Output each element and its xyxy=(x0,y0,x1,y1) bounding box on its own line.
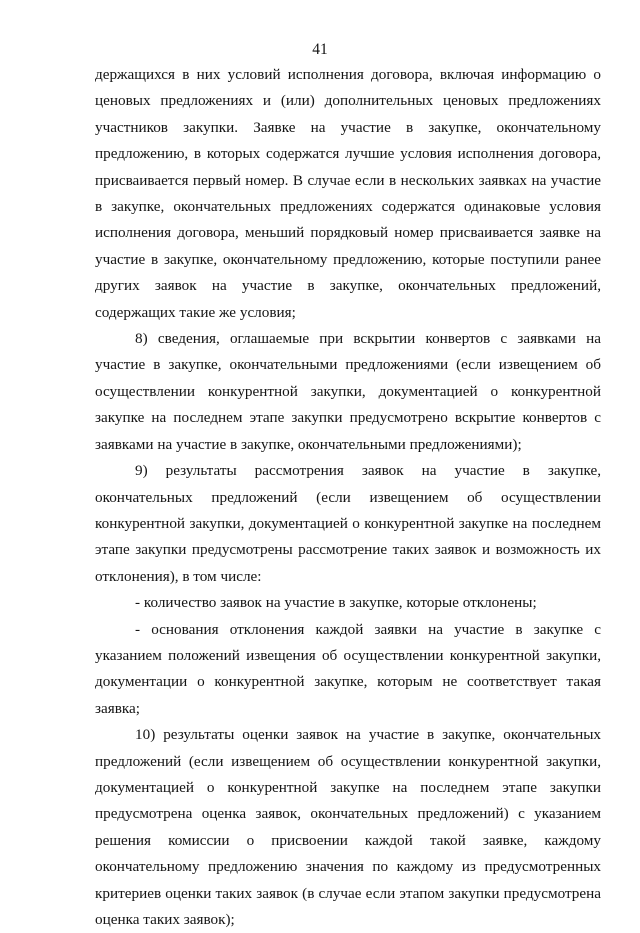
paragraph-dash-rejected-count: - количество заявок на участие в закупке, которые отклонены; xyxy=(135,594,537,612)
body-text xyxy=(95,62,601,933)
paragraph-continuation: держащихся в них условий исполнения договора, включая информацию о ценовых предложениях и (или) дополнительных ценовых предложениях участников закупки. Заявке на участие в закупке, окончательному предложению, в которых содержатся лучшие условия исполнения договора, присваивается первый номер. В случае если в нескольких заявках на участие в закупке, окончательных предложениях содержатся одинаковые условия исполнения договора, меньший порядковый номер присваивается заявке на участие в закупке, окончательному предложению, которые поступили ранее других заявок на участие в закупке, окончательных предложений, содержащих такие же условия; xyxy=(95,66,601,321)
page-number: 41 xyxy=(312,41,328,58)
paragraph-item-8: 8) сведения, оглашаемые при вскрытии конвертов с заявками на участие в закупке, окончательными предложениями (если извещением об осуществлении конкурентной закупки, документацией о конкурентной закупке на последнем этапе закупки предусмотрено вскрытие конвертов с заявками на участие в закупке, окончательными предложениями); xyxy=(95,330,601,453)
paragraph-item-9: 9) результаты рассмотрения заявок на участие в закупке, окончательных предложений (если извещением об осуществлении конкурентной закупки, документацией о конкурентной закупке на последнем этапе закупки предусмотрены рассмотрение таких заявок и возможность их отклонения), в том числе: xyxy=(95,462,601,585)
paragraph-item-10: 10) результаты оценки заявок на участие в закупке, окончательных предложений (если извещением об осуществлении конкурентной закупки, документацией о конкурентной закупке на последнем этапе закупки предусмотрена оценка заявок, окончательных предложений) с указанием решения комиссии о присвоении каждой такой заявке, каждому окончательному предложению значения по каждому из предусмотренных критериев оценки таких заявок (в случае если этапом закупки предусмотрена оценка таких заявок); xyxy=(95,726,601,928)
paragraph-dash-rejection-grounds: - основания отклонения каждой заявки на участие в закупке с указанием положений извещения об осуществлении конкурентной закупки, документации о конкурентной закупке, которым не соответствует такая заявка; xyxy=(95,620,601,717)
